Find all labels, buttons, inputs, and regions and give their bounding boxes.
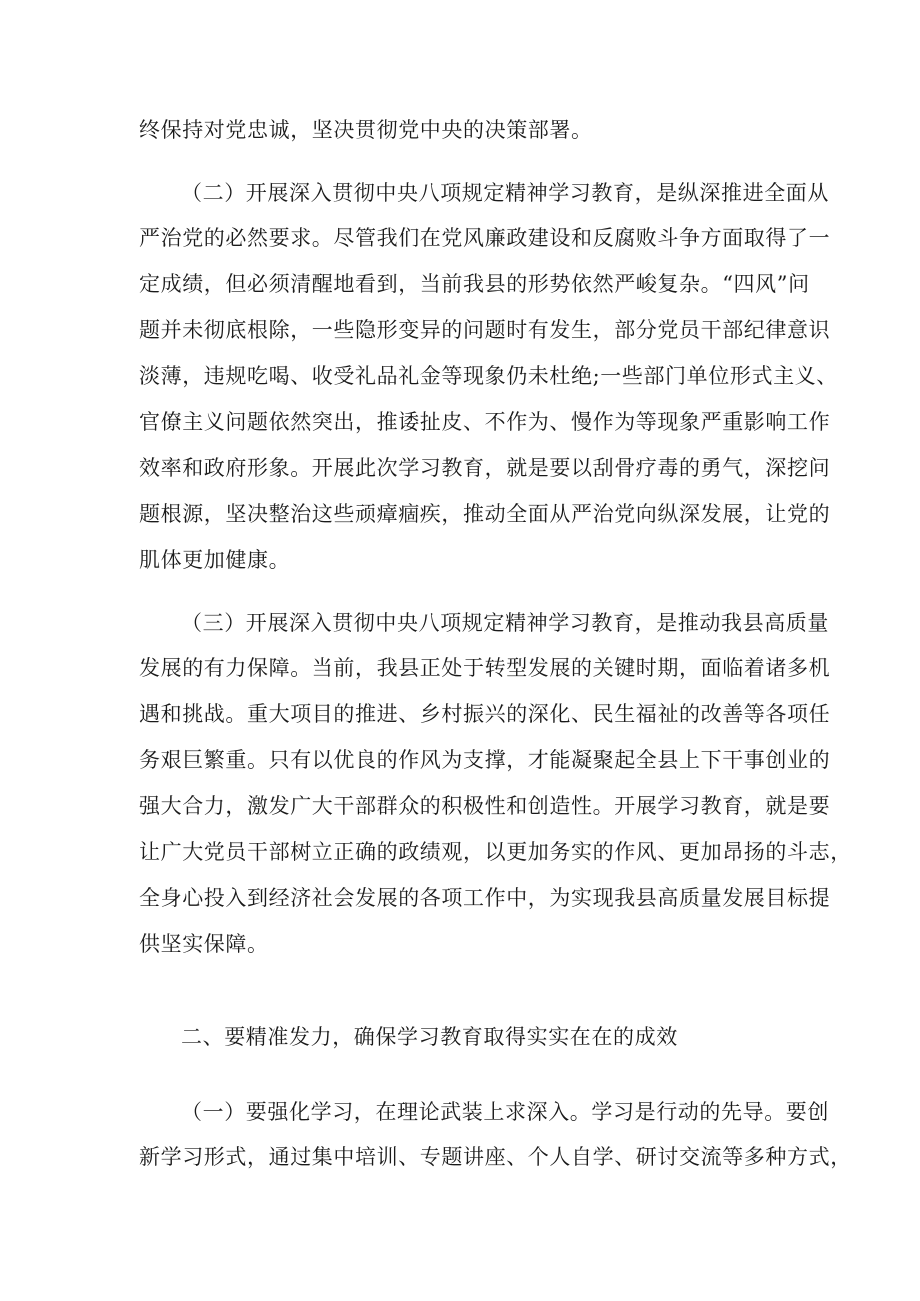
paragraph-line: 淡薄，违规吃喝、收受礼品礼金等现象仍未杜绝;一些部门单位形式主义、: [139, 364, 838, 388]
paragraph-line: 官僚主义问题依然突出，推诿扯皮、不作为、慢作为等现象严重影响工作: [139, 410, 831, 434]
paragraph-line: 发展的有力保障。当前，我县正处于转型发展的关键时期，面临着诸多机: [139, 656, 831, 680]
paragraph-line: 遇和挑战。重大项目的推进、乡村振兴的深化、民生福祉的改善等各项任: [139, 702, 831, 726]
section-heading: 二、要精准发力，确保学习教育取得实实在在的成效: [181, 1025, 678, 1049]
paragraph-line: 严治党的必然要求。尽管我们在党风廉政建设和反腐败斗争方面取得了一: [139, 226, 831, 250]
paragraph-line: 供坚实保障。: [139, 932, 269, 956]
paragraph-line: 让广大党员干部树立正确的政绩观，以更加务实的作风、更加昂扬的斗志，: [139, 840, 852, 864]
paragraph-line: 终保持对党忠诚，坚决贯彻党中央的决策部署。: [139, 118, 593, 142]
paragraph-line: （一）要强化学习，在理论武装上求深入。学习是行动的先导。要创: [181, 1100, 829, 1124]
paragraph-line: 定成绩，但必须清醒地看到，当前我县的形势依然严峻复杂。“四风”问: [139, 272, 810, 296]
paragraph-line: 题根源，坚决整治这些顽瘴痼疾，推动全面从严治党向纵深发展，让党的: [139, 502, 831, 526]
paragraph-line: 题并未彻底根除，一些隐形变异的问题时有发生，部分党员干部纪律意识: [139, 318, 831, 342]
paragraph-line: （二）开展深入贯彻中央八项规定精神学习教育，是纵深推进全面从: [181, 181, 829, 205]
paragraph-line: 强大合力，激发广大干部群众的积极性和创造性。开展学习教育，就是要: [139, 794, 831, 818]
paragraph-line: 务艰巨繁重。只有以优良的作风为支撑，才能凝聚起全县上下干事创业的: [139, 748, 831, 772]
paragraph-line: 新学习形式，通过集中培训、专题讲座、个人自学、研讨交流等多种方式，: [139, 1145, 852, 1169]
paragraph-line: 全身心投入到经济社会发展的各项工作中，为实现我县高质量发展目标提: [139, 886, 831, 910]
paragraph-line: 效率和政府形象。开展此次学习教育，就是要以刮骨疗毒的勇气，深挖问: [139, 456, 831, 480]
paragraph-line: 肌体更加健康。: [139, 548, 291, 572]
paragraph-line: （三）开展深入贯彻中央八项规定精神学习教育，是推动我县高质量: [181, 611, 829, 635]
